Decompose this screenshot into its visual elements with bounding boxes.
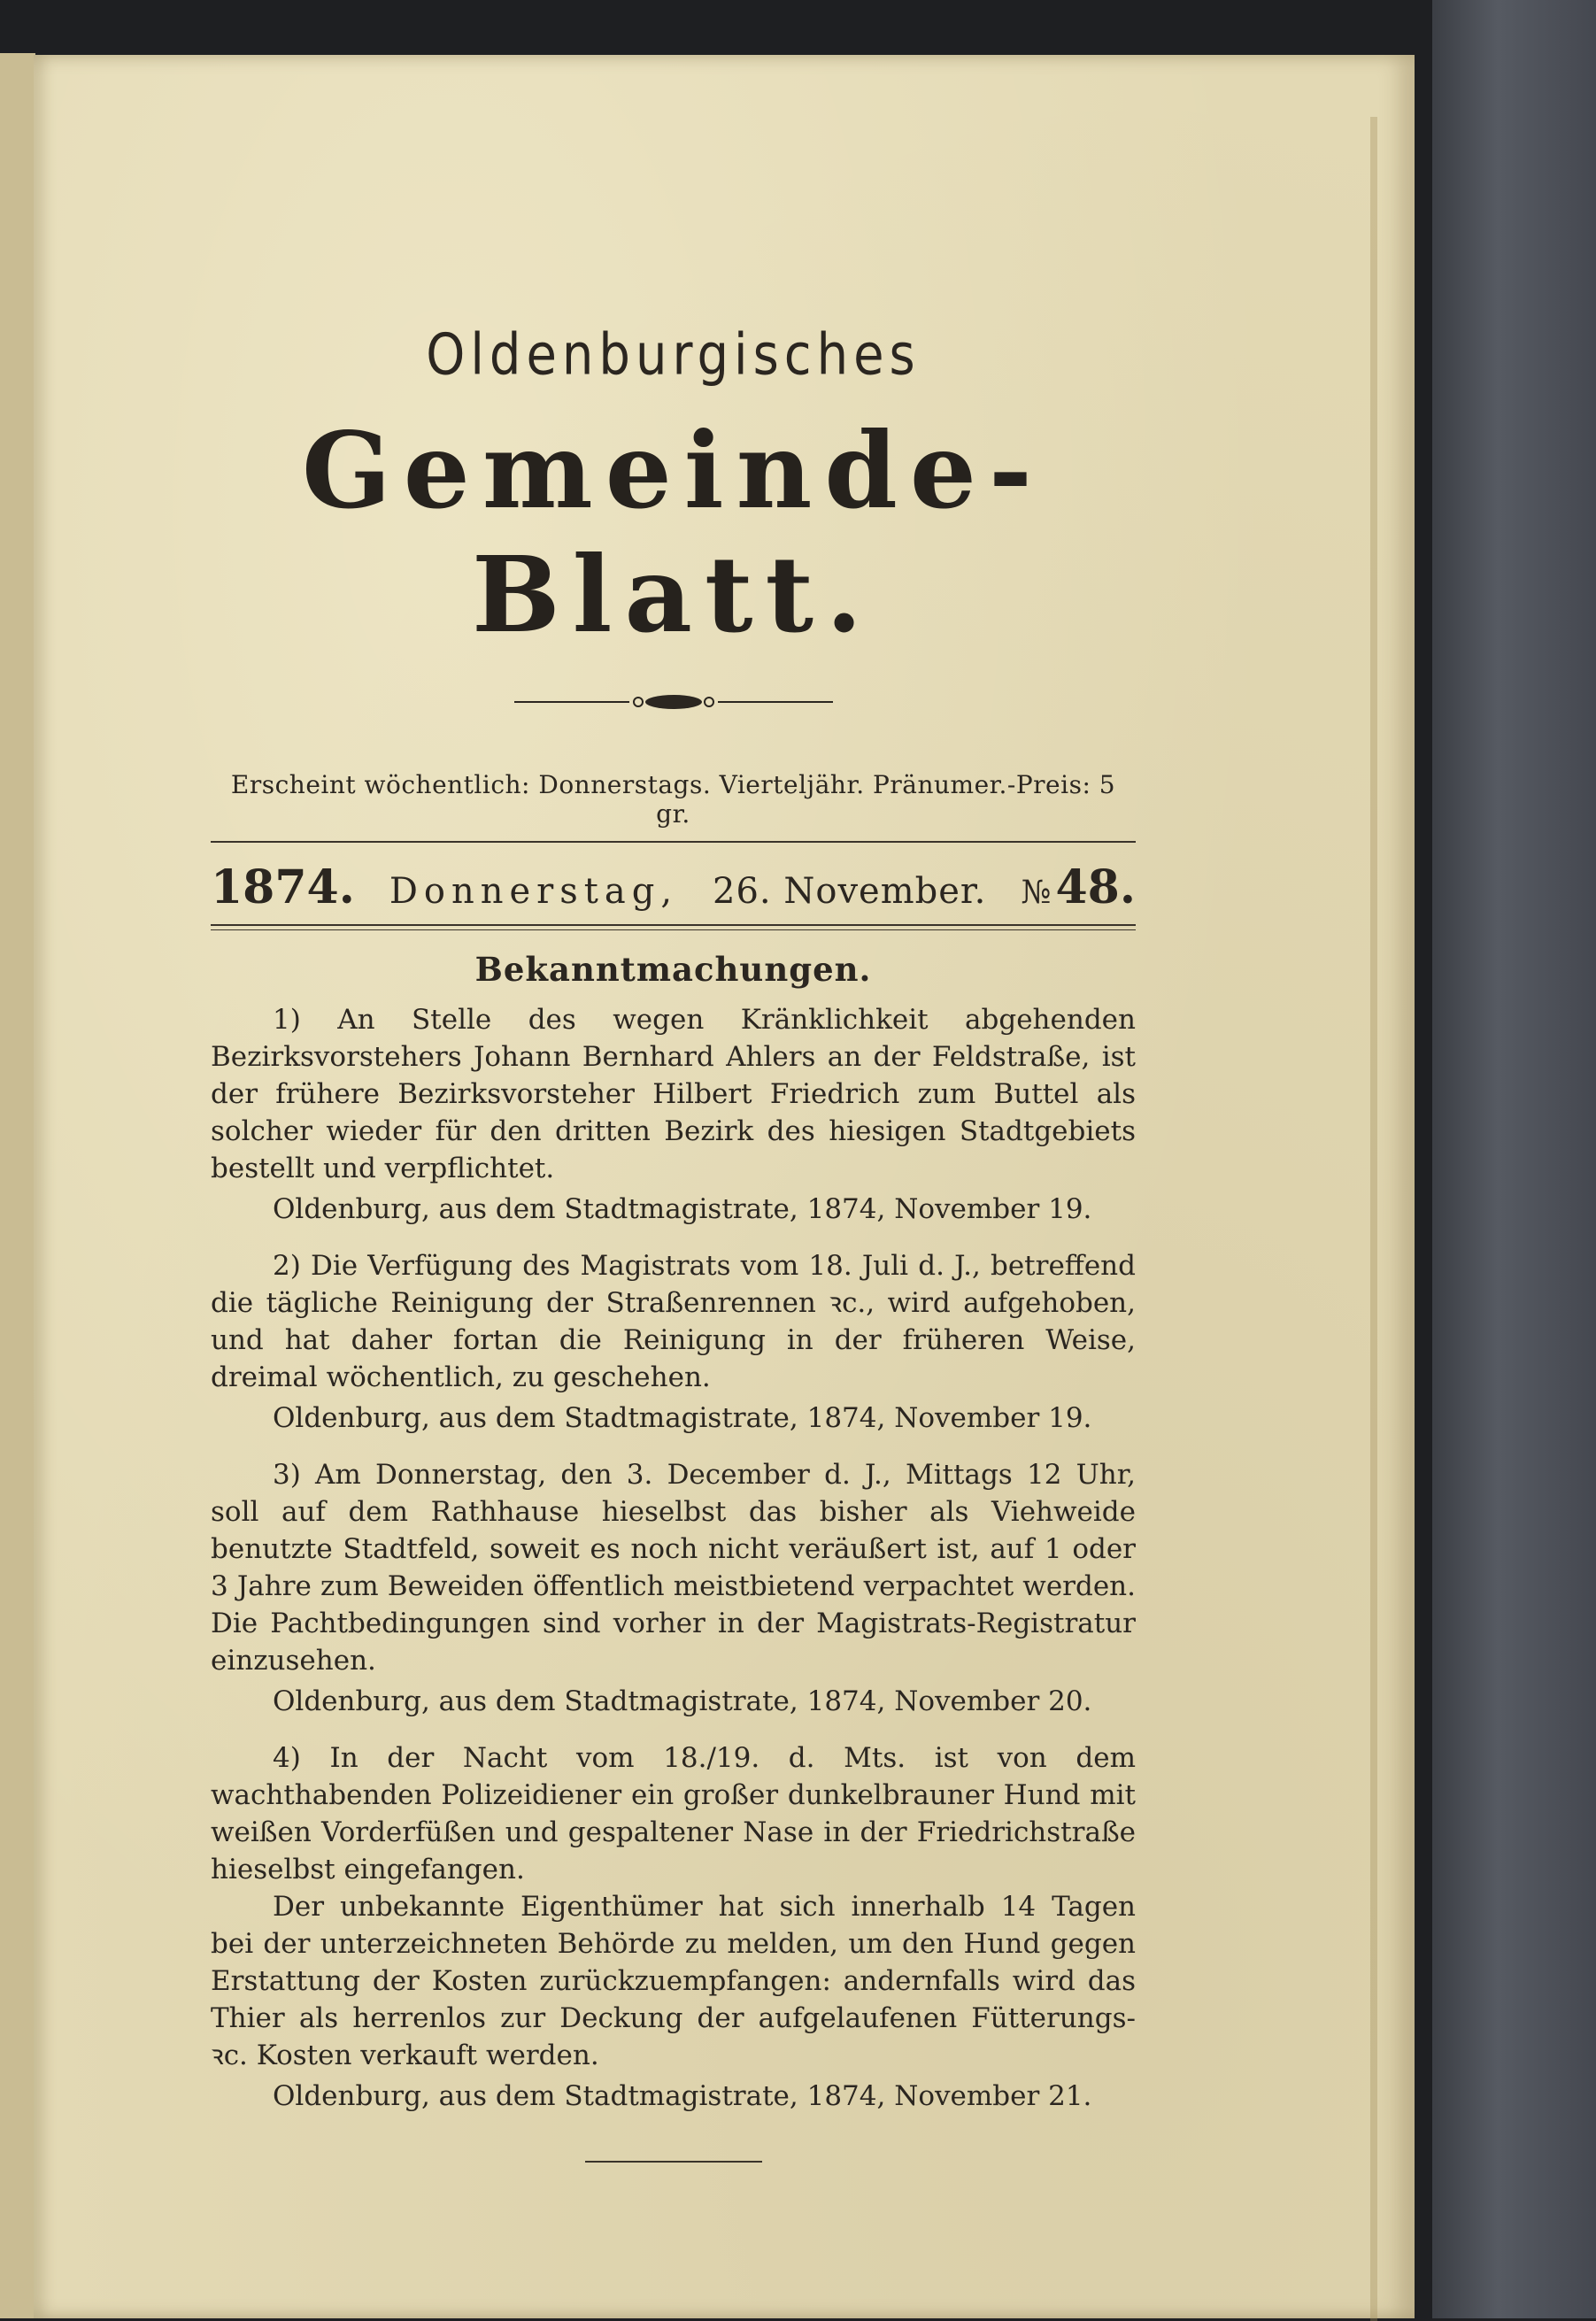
notice-place-date: Oldenburg, aus dem Stadtmagistrate, 1874, November 21. — [273, 2080, 1092, 2112]
book-cover-left — [0, 53, 35, 2318]
header-rule — [211, 841, 1136, 843]
issue-weekday: Donnerstag, — [389, 871, 679, 912]
notice-paragraph: 1) An Stelle des wegen Kränklichkeit abgehenden Bezirksvorstehers Johann Bernhard Ahlers an der Feldstraße, ist der frühere Bezirksvorsteher Hilbert Friedrich zum Buttel als solcher wieder für den dritten Bezirk des hiesigen Stadtgebiets bestellt und verpflichtet. — [211, 1004, 1136, 1184]
masthead-kicker: Oldenburgisches — [426, 322, 921, 389]
notice-paragraph: Der unbekannte Eigenthümer hat sich innerhalb 14 Tagen bei der unterzeichneten Behörde zu melden, um den Hund gegen Erstattung der Kosten zurückzuempfangen: andernfalls wird das Thier als herrenlos zur Deckung der aufgelaufenen Fütterungs- ꝛc. Kosten verkauft werden. — [211, 1891, 1136, 2071]
document-page — [34, 55, 1415, 2318]
section-heading: Bekanntmachungen. — [474, 950, 872, 989]
notice-2 — [211, 1247, 1136, 1437]
dateline-double-rule — [211, 924, 1136, 930]
notice-paragraph: 3) Am Donnerstag, den 3. December d. J., Mittags 12 Uhr, soll auf dem Rathhause hieselbst das bisher als Viehweide benutzte Stadtfeld, soweit es noch nicht veräußert ist, auf 1 oder 3 Jahre zum Beweiden öffentlich meistbietend verpachtet werden. Die Pachtbedingungen sind vorher in der Magistrats-Registratur einzusehen. — [211, 1459, 1136, 1677]
issue-year: 1874. — [211, 860, 355, 914]
page-edge-shadow — [1370, 117, 1377, 2321]
issue-date: 26. November. — [713, 871, 987, 912]
notice-place-date: Oldenburg, aus dem Stadtmagistrate, 1874, November 19. — [273, 1193, 1092, 1225]
ornament-divider — [514, 689, 833, 715]
issue-number-group — [1021, 860, 1136, 914]
masthead-title: Gemeinde-Blatt. — [302, 409, 1045, 656]
issue-number-label: № — [1021, 875, 1052, 911]
issue-number: 48. — [1055, 860, 1136, 914]
notice-paragraph: 4) In der Nacht vom 18./19. d. Mts. ist von dem wachthabenden Polizeidiener ein großer dunkelbrauner Hund mit weißen Vorderfüßen und gespaltener Nase in der Friedrichstraße hieselbst eingefangen. — [211, 1742, 1136, 1885]
notice-paragraph: 2) Die Verfügung des Magistrats vom 18. Juli d. J., betreffend die tägliche Reinigung der Straßenrennen ꝛc., wird aufgehoben, und hat daher fortan die Reinigung in der früheren Weise, dreimal wöchentlich, zu geschehen. — [211, 1250, 1136, 1393]
notice-3 — [211, 1456, 1136, 1720]
issue-dateline — [211, 860, 1136, 914]
page-content — [211, 320, 1136, 2163]
end-rule — [585, 2161, 762, 2163]
book-cover-right — [1432, 0, 1596, 2318]
notice-place-date: Oldenburg, aus dem Stadtmagistrate, 1874, November 19. — [273, 1402, 1092, 1434]
notice-1 — [211, 1001, 1136, 1228]
subscription-line: Erscheint wöchentlich: Donnerstags. Vierteljähr. Pränumer.-Preis: 5 gr. — [230, 770, 1116, 829]
notice-place-date: Oldenburg, aus dem Stadtmagistrate, 1874, November 20. — [273, 1685, 1092, 1717]
notice-4 — [211, 1739, 1136, 2115]
